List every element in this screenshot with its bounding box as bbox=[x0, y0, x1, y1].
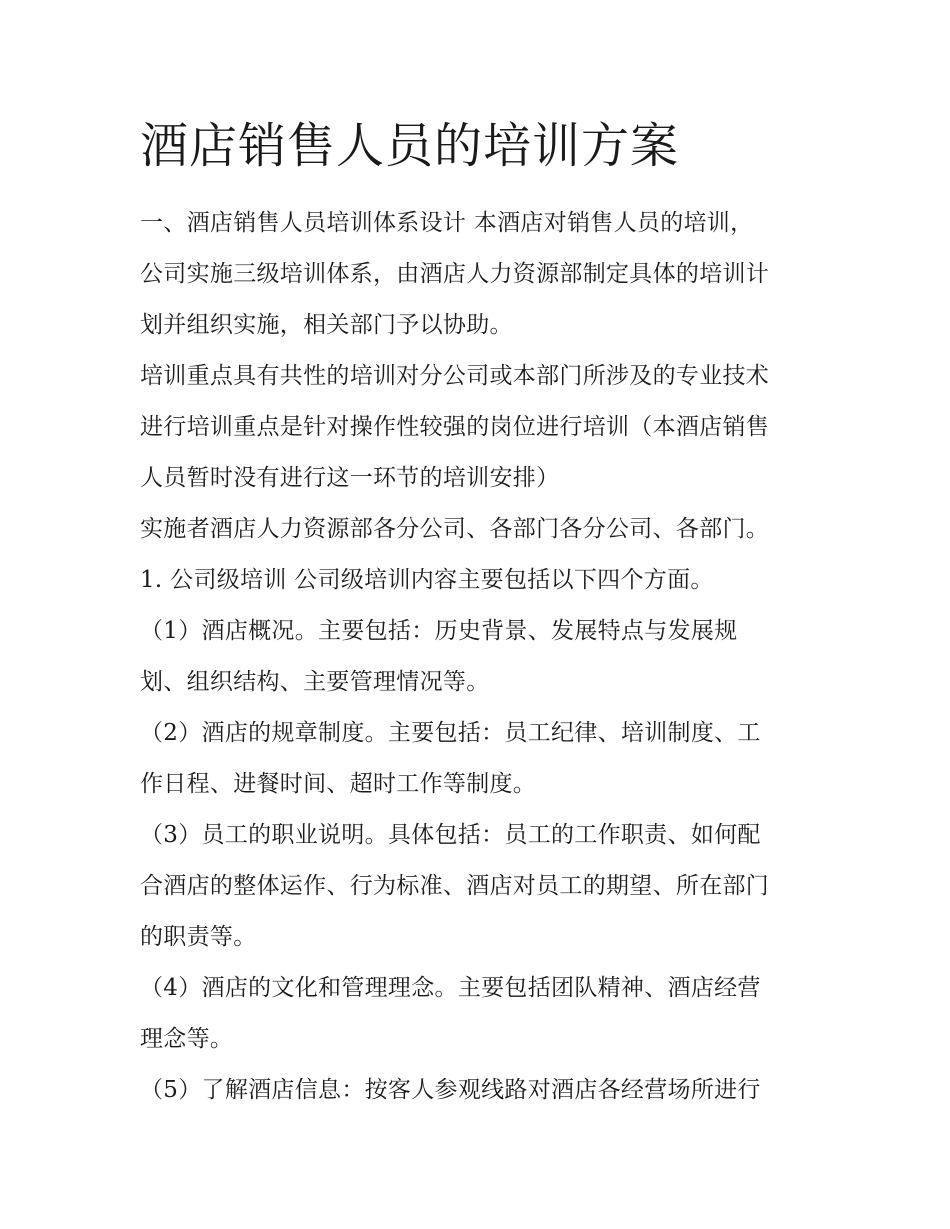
text-line: 划并组织实施，相关部门予以协助。 bbox=[140, 312, 513, 338]
text-line: 培训重点具有共性的培训对分公司或本部门所涉及的专业技术 bbox=[140, 363, 770, 389]
text-line: 划、组织结构、主要管理情况等。 bbox=[140, 669, 490, 695]
text-line: （2）酒店的规章制度。主要包括：员工纪律、培训制度、工 bbox=[140, 720, 761, 746]
text-line: （3）员工的职业说明。具体包括：员工的工作职责、如何配 bbox=[140, 822, 761, 848]
text-line: 合酒店的整体运作、行为标准、酒店对员工的期望、所在部门 bbox=[140, 873, 770, 899]
document-body bbox=[140, 198, 830, 1116]
text-line: 作日程、进餐时间、超时工作等制度。 bbox=[140, 771, 537, 797]
document-title: 酒店销售人员的培训方案 bbox=[140, 118, 680, 174]
text-line: 实施者酒店人力资源部各分公司、各部门各分公司、各部门。 bbox=[140, 516, 770, 542]
text-line: 理念等。 bbox=[140, 1026, 234, 1052]
text-line: （5）了解酒店信息：按客人参观线路对酒店各经营场所进行 bbox=[140, 1077, 761, 1103]
text-line: 一、酒店销售人员培训体系设计 本酒店对销售人员的培训， bbox=[140, 210, 754, 236]
text-line: 进行培训重点是针对操作性较强的岗位进行培训（本酒店销售 bbox=[140, 414, 770, 440]
text-line: （4）酒店的文化和管理理念。主要包括团队精神、酒店经营 bbox=[140, 975, 761, 1001]
text-line: 人员暂时没有进行这一环节的培训安排） bbox=[140, 465, 560, 491]
text-line: 1. 公司级培训 公司级培训内容主要包括以下四个方面。 bbox=[140, 567, 714, 593]
text-line: 的职责等。 bbox=[140, 924, 257, 950]
text-line: （1）酒店概况。主要包括：历史背景、发展特点与发展规 bbox=[140, 618, 738, 644]
text-line: 公司实施三级培训体系，由酒店人力资源部制定具体的培训计 bbox=[140, 261, 770, 287]
